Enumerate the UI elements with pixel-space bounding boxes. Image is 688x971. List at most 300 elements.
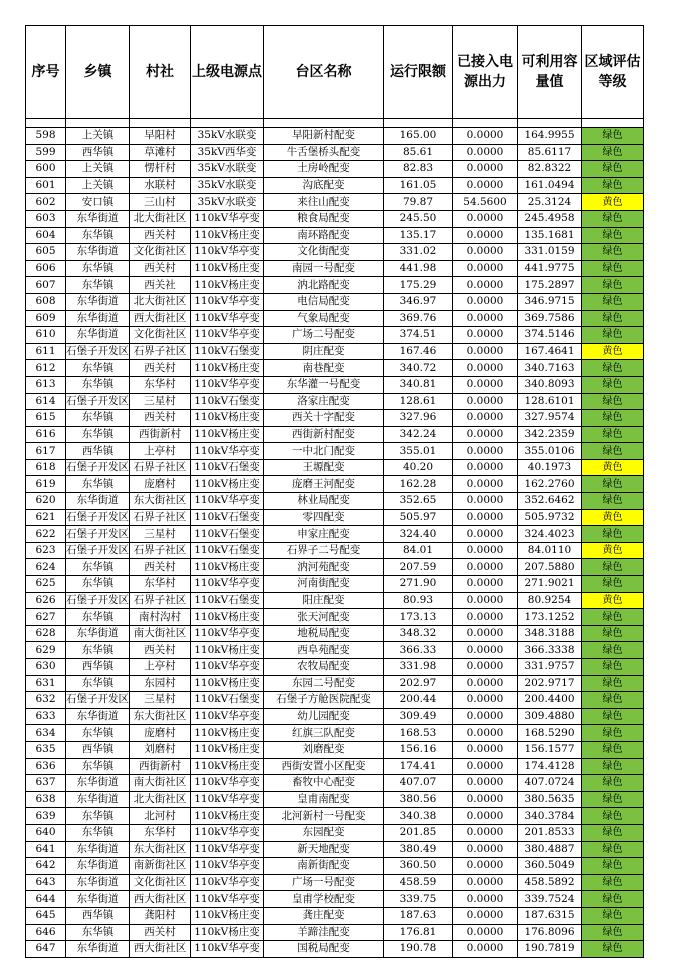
cell-grade: 黄色 xyxy=(582,592,644,609)
cell-area-name: 地税局配变 xyxy=(264,625,384,642)
cell-available-capacity: 505.9732 xyxy=(518,509,582,526)
cell-seq: 638 xyxy=(26,791,66,808)
cell-grade: 绿色 xyxy=(582,277,644,294)
cell-power-source: 110kV杨庄变 xyxy=(191,741,264,758)
cell-village: 愣杆村 xyxy=(130,161,191,178)
cell-township: 东华街道 xyxy=(66,293,130,310)
cell-village: 南大街社区 xyxy=(130,775,191,792)
cell-connected-output: 0.0000 xyxy=(453,210,518,227)
cell-power-source: 110kV石堡变 xyxy=(191,343,264,360)
cell-township: 东华镇 xyxy=(66,277,130,294)
table-row xyxy=(26,128,644,145)
cell-available-capacity: 174.4128 xyxy=(518,758,582,775)
cell-connected-output: 0.0000 xyxy=(453,376,518,393)
cell-area-name: 零四配变 xyxy=(264,509,384,526)
cell-area-name: 王塬配变 xyxy=(264,459,384,476)
table-row xyxy=(26,426,644,443)
cell-available-capacity: 84.0110 xyxy=(518,542,582,559)
header-grade: 区域评估等级 xyxy=(582,26,644,119)
cell-connected-output: 54.5600 xyxy=(453,194,518,211)
cell-area-name: 羊蹄洼配变 xyxy=(264,924,384,941)
cell-grade: 绿色 xyxy=(582,659,644,676)
cell-grade: 绿色 xyxy=(582,493,644,510)
cell-limit: 187.63 xyxy=(384,907,453,924)
cell-connected-output: 0.0000 xyxy=(453,708,518,725)
cell-grade: 绿色 xyxy=(582,244,644,261)
cell-available-capacity: 207.5880 xyxy=(518,559,582,576)
cell-area-name: 东华灌一号配变 xyxy=(264,376,384,393)
cell-area-name: 洛家庄配变 xyxy=(264,393,384,410)
table-row xyxy=(26,310,644,327)
cell-power-source: 110kV杨庄变 xyxy=(191,642,264,659)
cell-seq: 612 xyxy=(26,360,66,377)
cell-area-name: 农牧局配变 xyxy=(264,659,384,676)
cell-village: 水联村 xyxy=(130,177,191,194)
cell-connected-output: 0.0000 xyxy=(453,924,518,941)
cell-township: 石堡子开发区 xyxy=(66,592,130,609)
cell-grade: 绿色 xyxy=(582,824,644,841)
cell-connected-output: 0.0000 xyxy=(453,244,518,261)
cell-seq: 627 xyxy=(26,609,66,626)
table-row xyxy=(26,542,644,559)
cell-grade: 黄色 xyxy=(582,194,644,211)
cell-township: 东华街道 xyxy=(66,708,130,725)
table-row xyxy=(26,791,644,808)
cell-grade: 绿色 xyxy=(582,874,644,891)
table-row xyxy=(26,227,644,244)
cell-available-capacity: 441.9775 xyxy=(518,260,582,277)
cell-area-name: 南巷配变 xyxy=(264,360,384,377)
cell-seq: 610 xyxy=(26,327,66,344)
cell-limit: 331.98 xyxy=(384,659,453,676)
cell-available-capacity: 135.1681 xyxy=(518,227,582,244)
header-seq: 序号 xyxy=(26,26,66,119)
cell-limit: 175.29 xyxy=(384,277,453,294)
cell-grade: 黄色 xyxy=(582,509,644,526)
cell-township: 东华镇 xyxy=(66,758,130,775)
cell-township: 东华街道 xyxy=(66,775,130,792)
cell-connected-output: 0.0000 xyxy=(453,559,518,576)
cell-village: 石界子社区 xyxy=(130,542,191,559)
cell-limit: 340.38 xyxy=(384,808,453,825)
cell-area-name: 国税局配变 xyxy=(264,941,384,958)
cell-available-capacity: 82.8322 xyxy=(518,161,582,178)
cell-available-capacity: 355.0106 xyxy=(518,443,582,460)
cell-grade: 黄色 xyxy=(582,542,644,559)
cell-village: 龚阳村 xyxy=(130,907,191,924)
cell-connected-output: 0.0000 xyxy=(453,128,518,145)
cell-grade: 绿色 xyxy=(582,177,644,194)
cell-village: 北大街社区 xyxy=(130,210,191,227)
cell-village: 西关村 xyxy=(130,360,191,377)
cell-limit: 176.81 xyxy=(384,924,453,941)
cell-connected-output: 0.0000 xyxy=(453,293,518,310)
table-row xyxy=(26,576,644,593)
cell-power-source: 110kV华亭变 xyxy=(191,310,264,327)
cell-seq: 606 xyxy=(26,260,66,277)
cell-seq: 616 xyxy=(26,426,66,443)
cell-village: 西关村 xyxy=(130,260,191,277)
table-row xyxy=(26,692,644,709)
cell-grade: 绿色 xyxy=(582,227,644,244)
table-row xyxy=(26,443,644,460)
cell-seq: 635 xyxy=(26,741,66,758)
cell-township: 东华镇 xyxy=(66,924,130,941)
cell-township: 西华镇 xyxy=(66,907,130,924)
cell-connected-output: 0.0000 xyxy=(453,609,518,626)
cell-township: 东华镇 xyxy=(66,410,130,427)
cell-connected-output: 0.0000 xyxy=(453,941,518,958)
cell-grade: 绿色 xyxy=(582,559,644,576)
cell-township: 东华街道 xyxy=(66,891,130,908)
cell-available-capacity: 40.1973 xyxy=(518,459,582,476)
cell-available-capacity: 327.9574 xyxy=(518,410,582,427)
cell-power-source: 35kV水联变 xyxy=(191,128,264,145)
cell-township: 东华街道 xyxy=(66,841,130,858)
cell-grade: 绿色 xyxy=(582,609,644,626)
cell-area-name: 东园二号配变 xyxy=(264,675,384,692)
cell-connected-output: 0.0000 xyxy=(453,393,518,410)
cell-seq: 640 xyxy=(26,824,66,841)
cell-limit: 340.81 xyxy=(384,376,453,393)
cell-seq: 645 xyxy=(26,907,66,924)
table-row xyxy=(26,210,644,227)
cell-power-source: 110kV杨庄变 xyxy=(191,227,264,244)
cell-connected-output: 0.0000 xyxy=(453,526,518,543)
cell-grade: 绿色 xyxy=(582,841,644,858)
cell-power-source: 110kV杨庄变 xyxy=(191,758,264,775)
cell-grade: 绿色 xyxy=(582,758,644,775)
cell-township: 西华镇 xyxy=(66,659,130,676)
cell-power-source: 110kV华亭变 xyxy=(191,708,264,725)
cell-limit: 369.76 xyxy=(384,310,453,327)
table-row xyxy=(26,194,644,211)
cell-available-capacity: 346.9715 xyxy=(518,293,582,310)
cell-village: 西关村 xyxy=(130,924,191,941)
cell-area-name: 文化街配变 xyxy=(264,244,384,261)
cell-connected-output: 0.0000 xyxy=(453,144,518,161)
cell-available-capacity: 161.0494 xyxy=(518,177,582,194)
cell-village: 东华村 xyxy=(130,824,191,841)
cell-power-source: 110kV华亭变 xyxy=(191,891,264,908)
cell-township: 东华街道 xyxy=(66,244,130,261)
cell-power-source: 110kV杨庄变 xyxy=(191,410,264,427)
cell-power-source: 110kV杨庄变 xyxy=(191,559,264,576)
cell-connected-output: 0.0000 xyxy=(453,775,518,792)
cell-seq: 628 xyxy=(26,625,66,642)
cell-grade: 绿色 xyxy=(582,791,644,808)
cell-power-source: 110kV杨庄变 xyxy=(191,675,264,692)
cell-grade: 绿色 xyxy=(582,625,644,642)
cell-limit: 135.17 xyxy=(384,227,453,244)
cell-limit: 201.85 xyxy=(384,824,453,841)
cell-area-name: 土房岭配变 xyxy=(264,161,384,178)
cell-available-capacity: 245.4958 xyxy=(518,210,582,227)
cell-limit: 348.32 xyxy=(384,625,453,642)
cell-seq: 634 xyxy=(26,725,66,742)
cell-seq: 625 xyxy=(26,576,66,593)
cell-available-capacity: 348.3188 xyxy=(518,625,582,642)
cell-township: 东华街道 xyxy=(66,210,130,227)
table-row xyxy=(26,758,644,775)
cell-seq: 626 xyxy=(26,592,66,609)
cell-connected-output: 0.0000 xyxy=(453,310,518,327)
cell-grade: 绿色 xyxy=(582,443,644,460)
cell-village: 西大街社区 xyxy=(130,941,191,958)
table-row xyxy=(26,941,644,958)
cell-seq: 608 xyxy=(26,293,66,310)
cell-seq: 621 xyxy=(26,509,66,526)
cell-limit: 40.20 xyxy=(384,459,453,476)
cell-seq: 639 xyxy=(26,808,66,825)
header-village: 村社 xyxy=(130,26,191,119)
cell-connected-output: 0.0000 xyxy=(453,443,518,460)
table-row xyxy=(26,493,644,510)
cell-seq: 613 xyxy=(26,376,66,393)
cell-area-name: 广场二号配变 xyxy=(264,327,384,344)
table-row xyxy=(26,476,644,493)
cell-connected-output: 0.0000 xyxy=(453,327,518,344)
cell-village: 北河村 xyxy=(130,808,191,825)
table-row xyxy=(26,592,644,609)
cell-seq: 611 xyxy=(26,343,66,360)
cell-village: 西街新村 xyxy=(130,758,191,775)
cell-village: 文化街社区 xyxy=(130,327,191,344)
cell-power-source: 110kV杨庄变 xyxy=(191,360,264,377)
cell-township: 东华镇 xyxy=(66,376,130,393)
cell-limit: 79.87 xyxy=(384,194,453,211)
cell-village: 东大街社区 xyxy=(130,708,191,725)
cell-available-capacity: 167.4641 xyxy=(518,343,582,360)
cell-connected-output: 0.0000 xyxy=(453,476,518,493)
table-row xyxy=(26,277,644,294)
cell-seq: 619 xyxy=(26,476,66,493)
cell-area-name: 新天地配变 xyxy=(264,841,384,858)
cell-area-name: 河南街配变 xyxy=(264,576,384,593)
table-row xyxy=(26,393,644,410)
cell-limit: 161.05 xyxy=(384,177,453,194)
cell-power-source: 110kV华亭变 xyxy=(191,775,264,792)
cell-village: 东华村 xyxy=(130,376,191,393)
header-connected-output: 已接入电源出力 xyxy=(453,26,518,119)
cell-area-name: 汭北路配变 xyxy=(264,277,384,294)
cell-available-capacity: 374.5146 xyxy=(518,327,582,344)
table-row xyxy=(26,907,644,924)
cell-village: 西关村 xyxy=(130,410,191,427)
cell-power-source: 110kV华亭变 xyxy=(191,376,264,393)
cell-limit: 374.51 xyxy=(384,327,453,344)
cell-township: 石堡子开发区 xyxy=(66,393,130,410)
cell-area-name: 石界子二号配变 xyxy=(264,542,384,559)
table-row xyxy=(26,327,644,344)
cell-village: 早阳村 xyxy=(130,128,191,145)
cell-grade: 绿色 xyxy=(582,642,644,659)
cell-limit: 309.49 xyxy=(384,708,453,725)
cell-power-source: 110kV华亭变 xyxy=(191,493,264,510)
cell-power-source: 110kV石堡变 xyxy=(191,542,264,559)
cell-available-capacity: 340.8093 xyxy=(518,376,582,393)
cell-grade: 绿色 xyxy=(582,426,644,443)
cell-township: 东华街道 xyxy=(66,941,130,958)
table-row xyxy=(26,410,644,427)
table-row xyxy=(26,659,644,676)
cell-area-name: 南新街配变 xyxy=(264,858,384,875)
cell-grade: 绿色 xyxy=(582,775,644,792)
cell-available-capacity: 331.9757 xyxy=(518,659,582,676)
cell-area-name: 刘磨配变 xyxy=(264,741,384,758)
cell-village: 北大街社区 xyxy=(130,791,191,808)
cell-township: 上关镇 xyxy=(66,161,130,178)
cell-area-name: 张天河配变 xyxy=(264,609,384,626)
cell-available-capacity: 25.3124 xyxy=(518,194,582,211)
cell-connected-output: 0.0000 xyxy=(453,642,518,659)
cell-grade: 绿色 xyxy=(582,210,644,227)
cell-connected-output: 0.0000 xyxy=(453,791,518,808)
cell-village: 石界子社区 xyxy=(130,459,191,476)
cell-township: 东华镇 xyxy=(66,360,130,377)
cell-village: 西街新村 xyxy=(130,426,191,443)
cell-limit: 339.75 xyxy=(384,891,453,908)
cell-available-capacity: 380.5635 xyxy=(518,791,582,808)
cell-area-name: 气象局配变 xyxy=(264,310,384,327)
cell-available-capacity: 407.0724 xyxy=(518,775,582,792)
cell-available-capacity: 342.2359 xyxy=(518,426,582,443)
cell-connected-output: 0.0000 xyxy=(453,907,518,924)
cell-power-source: 110kV杨庄变 xyxy=(191,260,264,277)
cell-village: 北大街社区 xyxy=(130,293,191,310)
cell-limit: 190.78 xyxy=(384,941,453,958)
cell-seq: 641 xyxy=(26,841,66,858)
cell-township: 西华镇 xyxy=(66,443,130,460)
cell-area-name: 申家庄配变 xyxy=(264,526,384,543)
cell-power-source: 110kV华亭变 xyxy=(191,293,264,310)
cell-area-name: 畜牧中心配变 xyxy=(264,775,384,792)
cell-connected-output: 0.0000 xyxy=(453,459,518,476)
cell-seq: 604 xyxy=(26,227,66,244)
cell-township: 东华街道 xyxy=(66,310,130,327)
table-row xyxy=(26,526,644,543)
cell-limit: 174.41 xyxy=(384,758,453,775)
cell-township: 东华街道 xyxy=(66,493,130,510)
cell-power-source: 110kV杨庄变 xyxy=(191,725,264,742)
cell-area-name: 北河新村一号配变 xyxy=(264,808,384,825)
cell-grade: 绿色 xyxy=(582,725,644,742)
cell-seq: 598 xyxy=(26,128,66,145)
cell-township: 东华镇 xyxy=(66,824,130,841)
cell-available-capacity: 156.1577 xyxy=(518,741,582,758)
cell-seq: 618 xyxy=(26,459,66,476)
cell-grade: 绿色 xyxy=(582,741,644,758)
cell-grade: 绿色 xyxy=(582,941,644,958)
cell-township: 东华镇 xyxy=(66,609,130,626)
cell-grade: 绿色 xyxy=(582,161,644,178)
cell-area-name: 南园一号配变 xyxy=(264,260,384,277)
cell-area-name: 林业局配变 xyxy=(264,493,384,510)
cell-grade: 绿色 xyxy=(582,907,644,924)
cell-available-capacity: 190.7819 xyxy=(518,941,582,958)
table-row xyxy=(26,725,644,742)
cell-power-source: 110kV华亭变 xyxy=(191,941,264,958)
cell-connected-output: 0.0000 xyxy=(453,758,518,775)
cell-area-name: 幼儿园配变 xyxy=(264,708,384,725)
cell-township: 东华街道 xyxy=(66,625,130,642)
cell-area-name: 广场一号配变 xyxy=(264,874,384,891)
cell-limit: 202.97 xyxy=(384,675,453,692)
cell-power-source: 110kV杨庄变 xyxy=(191,476,264,493)
cell-grade: 绿色 xyxy=(582,858,644,875)
cell-limit: 355.01 xyxy=(384,443,453,460)
cell-connected-output: 0.0000 xyxy=(453,659,518,676)
cell-township: 东华镇 xyxy=(66,725,130,742)
cell-connected-output: 0.0000 xyxy=(453,542,518,559)
cell-power-source: 110kV石堡变 xyxy=(191,592,264,609)
cell-limit: 156.16 xyxy=(384,741,453,758)
cell-village: 东园村 xyxy=(130,675,191,692)
cell-power-source: 110kV华亭变 xyxy=(191,874,264,891)
cell-grade: 绿色 xyxy=(582,576,644,593)
cell-township: 东华街道 xyxy=(66,858,130,875)
cell-township: 东华镇 xyxy=(66,476,130,493)
table-row xyxy=(26,161,644,178)
cell-grade: 绿色 xyxy=(582,310,644,327)
cell-connected-output: 0.0000 xyxy=(453,177,518,194)
table-row xyxy=(26,559,644,576)
table-row xyxy=(26,924,644,941)
table-row xyxy=(26,741,644,758)
cell-power-source: 110kV石堡变 xyxy=(191,509,264,526)
cell-area-name: 南环路配变 xyxy=(264,227,384,244)
cell-village: 庞磨村 xyxy=(130,476,191,493)
cell-power-source: 110kV石堡变 xyxy=(191,526,264,543)
table-row xyxy=(26,376,644,393)
cell-connected-output: 0.0000 xyxy=(453,692,518,709)
cell-power-source: 110kV杨庄变 xyxy=(191,808,264,825)
cell-connected-output: 0.0000 xyxy=(453,576,518,593)
cell-seq: 637 xyxy=(26,775,66,792)
cell-limit: 207.59 xyxy=(384,559,453,576)
cell-area-name: 粮食局配变 xyxy=(264,210,384,227)
cell-township: 东华镇 xyxy=(66,675,130,692)
cell-connected-output: 0.0000 xyxy=(453,725,518,742)
table-row xyxy=(26,708,644,725)
cell-area-name: 早阳新村配变 xyxy=(264,128,384,145)
cell-grade: 绿色 xyxy=(582,260,644,277)
cell-grade: 绿色 xyxy=(582,891,644,908)
cell-seq: 603 xyxy=(26,210,66,227)
cell-power-source: 110kV华亭变 xyxy=(191,443,264,460)
cell-township: 东华镇 xyxy=(66,227,130,244)
cell-grade: 绿色 xyxy=(582,376,644,393)
cell-township: 西华镇 xyxy=(66,144,130,161)
cell-connected-output: 0.0000 xyxy=(453,509,518,526)
cell-area-name: 牛舌堡桥头配变 xyxy=(264,144,384,161)
cell-connected-output: 0.0000 xyxy=(453,824,518,841)
cell-seq: 615 xyxy=(26,410,66,427)
cell-power-source: 110kV石堡变 xyxy=(191,393,264,410)
table-row xyxy=(26,824,644,841)
cell-available-capacity: 202.9717 xyxy=(518,675,582,692)
cell-village: 文化街社区 xyxy=(130,244,191,261)
cell-connected-output: 0.0000 xyxy=(453,625,518,642)
cell-grade: 绿色 xyxy=(582,293,644,310)
table-row xyxy=(26,509,644,526)
table-row xyxy=(26,642,644,659)
cell-village: 石界子社区 xyxy=(130,343,191,360)
cell-power-source: 110kV华亭变 xyxy=(191,244,264,261)
cell-available-capacity: 309.4880 xyxy=(518,708,582,725)
cell-power-source: 110kV华亭变 xyxy=(191,576,264,593)
cell-area-name: 西阜苑配变 xyxy=(264,642,384,659)
